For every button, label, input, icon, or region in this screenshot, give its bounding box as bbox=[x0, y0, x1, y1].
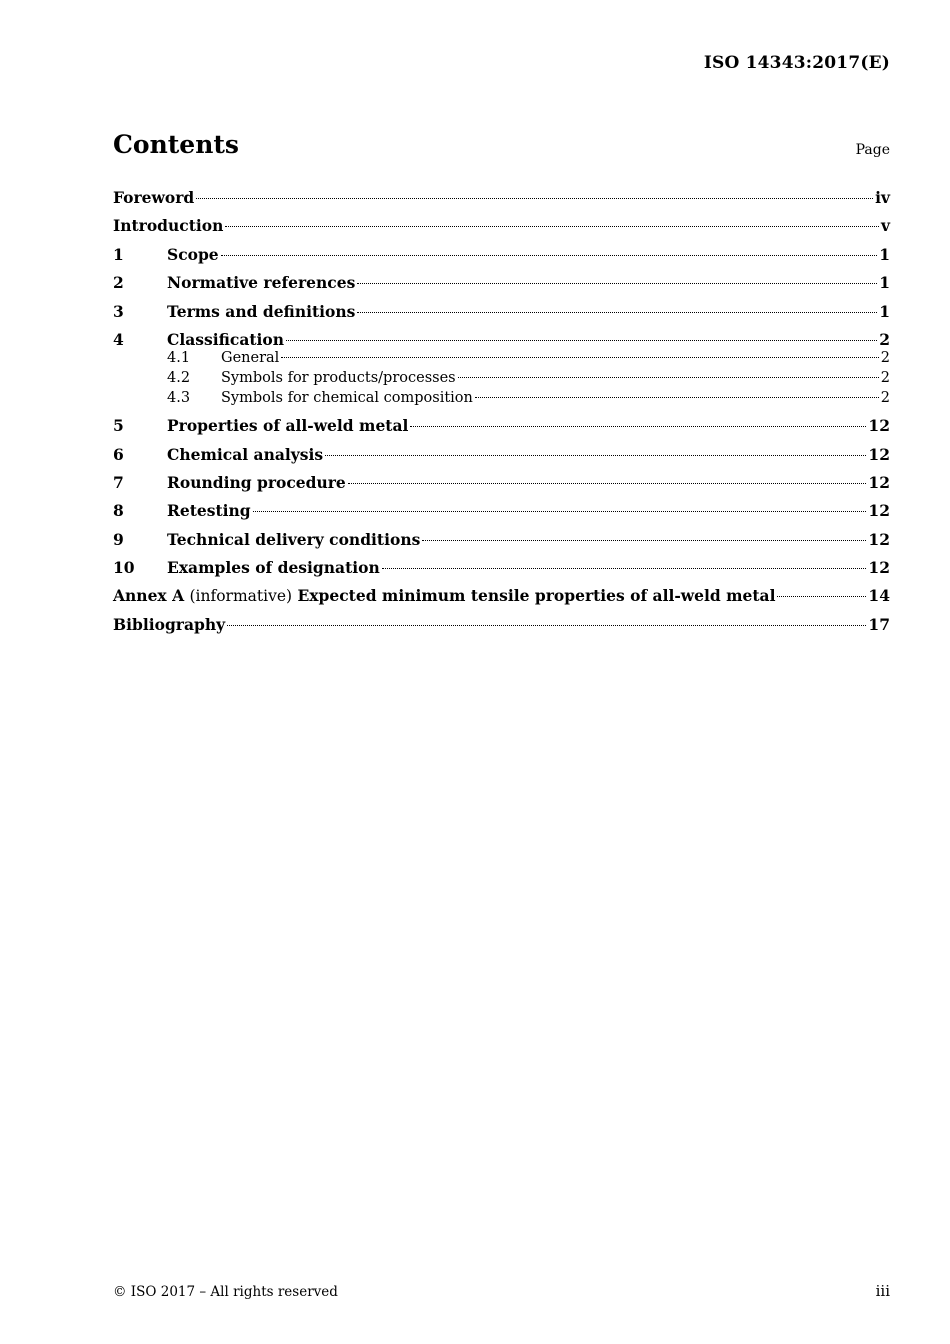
toc-dot-leader bbox=[382, 568, 867, 569]
toc-entry-title: Chemical analysis bbox=[167, 444, 324, 464]
toc-entry-title: Bibliography bbox=[113, 614, 226, 634]
toc-entry-number: 1 bbox=[113, 244, 124, 264]
toc-entry-title: Properties of all-weld metal bbox=[167, 416, 409, 436]
toc-entry-page: 2 bbox=[880, 369, 890, 386]
toc-dot-leader bbox=[281, 357, 878, 358]
toc-entry-title: Foreword bbox=[113, 188, 195, 207]
toc-dot-leader bbox=[410, 426, 866, 427]
toc-entry[interactable] bbox=[113, 469, 890, 497]
annex-label: Annex A bbox=[113, 586, 185, 606]
toc-entry[interactable] bbox=[113, 298, 890, 326]
toc-entry[interactable] bbox=[113, 554, 890, 582]
toc-dot-leader bbox=[357, 312, 877, 313]
toc-entry-title: Terms and definitions bbox=[167, 301, 356, 321]
toc-entry-number: 10 bbox=[113, 558, 135, 578]
toc-entry-title bbox=[113, 582, 775, 610]
toc-dot-leader bbox=[348, 483, 867, 484]
toc-entry[interactable] bbox=[113, 412, 890, 440]
toc-entry-number: 6 bbox=[113, 444, 124, 464]
toc-dot-leader bbox=[225, 226, 879, 227]
toc-entry-title: Introduction bbox=[113, 216, 224, 236]
toc-entry-title: Symbols for chemical composition bbox=[221, 389, 473, 406]
toc-entry-page: 14 bbox=[868, 586, 890, 606]
toc-entry-title: Classification bbox=[167, 329, 285, 349]
toc-entry-number: 4.1 bbox=[167, 350, 191, 367]
toc-entry[interactable] bbox=[113, 269, 890, 297]
toc-dot-leader bbox=[475, 397, 879, 398]
toc-entry-page: v bbox=[880, 216, 890, 236]
contents-header bbox=[113, 130, 890, 170]
page-column-label: Page bbox=[855, 142, 890, 158]
page-title: Contents bbox=[113, 130, 240, 159]
toc-entry[interactable] bbox=[113, 497, 890, 525]
toc-entry[interactable] bbox=[113, 241, 890, 269]
toc-dot-leader bbox=[253, 511, 867, 512]
toc-entry-page: 1 bbox=[879, 244, 890, 264]
toc-dot-leader bbox=[357, 283, 877, 284]
document-id: ISO 14343:2017(E) bbox=[703, 53, 890, 73]
toc-entry-title: Retesting bbox=[167, 501, 251, 521]
toc-entry-number: 3 bbox=[113, 301, 124, 321]
toc-entry-number: 9 bbox=[113, 529, 124, 549]
toc-dot-leader bbox=[777, 596, 866, 597]
toc-dot-leader bbox=[458, 377, 879, 378]
toc-entry[interactable] bbox=[113, 611, 890, 639]
toc-entry-number: 4.2 bbox=[167, 369, 191, 386]
toc-entry-page: 2 bbox=[880, 350, 890, 367]
toc-entry-page: 17 bbox=[868, 614, 890, 634]
toc-entry-title: Scope bbox=[167, 244, 219, 264]
toc-entry-page: 2 bbox=[880, 389, 890, 406]
toc-entry-title: General bbox=[221, 350, 280, 367]
toc-dot-leader bbox=[221, 255, 878, 256]
toc-entry[interactable] bbox=[113, 526, 890, 554]
toc-entry[interactable] bbox=[113, 441, 890, 469]
toc-subentry[interactable] bbox=[113, 349, 890, 369]
toc-subentry[interactable] bbox=[113, 369, 890, 389]
toc-entry-page: 12 bbox=[868, 416, 890, 436]
toc-entry-page: 12 bbox=[868, 444, 890, 464]
toc-entry-page: 12 bbox=[868, 529, 890, 549]
footer-page-number: iii bbox=[875, 1282, 890, 1300]
toc-entry[interactable] bbox=[113, 184, 890, 212]
toc-entry[interactable] bbox=[113, 582, 890, 610]
toc-entry-page: 1 bbox=[879, 301, 890, 321]
toc-entry-page: 12 bbox=[868, 558, 890, 578]
toc-entry[interactable] bbox=[113, 212, 890, 240]
toc-dot-leader bbox=[286, 340, 877, 341]
toc-entry-number: 4.3 bbox=[167, 389, 191, 406]
toc-dot-leader bbox=[325, 455, 866, 456]
toc-entry-number: 2 bbox=[113, 273, 124, 293]
toc-entry-title: Symbols for products/processes bbox=[221, 369, 456, 386]
toc-entry-page: 2 bbox=[879, 329, 890, 349]
toc-subentry[interactable] bbox=[113, 389, 890, 409]
table-of-contents bbox=[113, 184, 890, 639]
toc-entry-page: 1 bbox=[879, 273, 890, 293]
toc-entry-number: 8 bbox=[113, 501, 124, 521]
toc-dot-leader bbox=[422, 540, 866, 541]
toc-dot-leader bbox=[227, 625, 866, 626]
annex-title: Expected minimum tensile properties of all-weld metal bbox=[297, 586, 776, 606]
toc-entry-number: 4 bbox=[113, 329, 124, 349]
toc-entry-number: 7 bbox=[113, 472, 124, 492]
toc-dot-leader bbox=[196, 198, 873, 199]
toc-entry-page: 12 bbox=[868, 501, 890, 521]
toc-entry-title: Technical delivery conditions bbox=[167, 529, 421, 549]
toc-entry-number: 5 bbox=[113, 416, 124, 436]
footer-copyright: © ISO 2017 – All rights reserved bbox=[113, 1284, 338, 1300]
toc-entry-title: Examples of designation bbox=[167, 558, 380, 578]
toc-entry-title: Normative references bbox=[167, 273, 356, 293]
toc-entry-title: Rounding procedure bbox=[167, 472, 346, 492]
toc-entry-page: iv bbox=[875, 188, 890, 207]
toc-entry-page: 12 bbox=[868, 472, 890, 492]
annex-type: (informative) bbox=[189, 587, 293, 606]
